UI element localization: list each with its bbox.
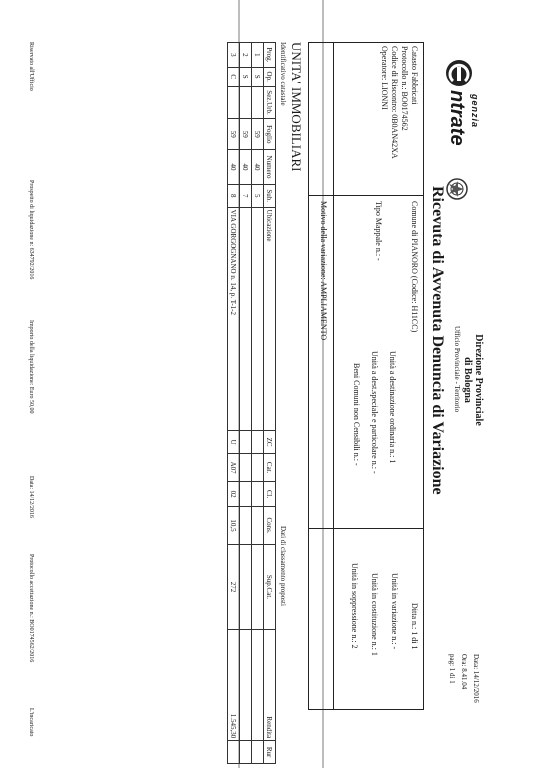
col-header: Numero: [264, 150, 276, 185]
units-subtitle: Identificativo catastale: [279, 42, 287, 106]
table-cell: [228, 741, 240, 764]
table-cell: S: [252, 67, 264, 86]
table-cell: [228, 86, 240, 119]
header-date: Data: 14/12/2016: [472, 654, 480, 703]
divider: [309, 195, 423, 196]
protocollo: Protocollo n.: BO0174562: [400, 46, 409, 131]
col-header: Sub.: [264, 184, 276, 207]
unita-dest-ordinaria: Unità a destinazione ordinaria n.: 1: [388, 351, 397, 464]
table-cell: 59: [240, 119, 252, 150]
directorate-line: Direzione Provinciale: [473, 334, 484, 426]
logo-small-text: genzia: [470, 94, 480, 129]
directorate-line: di Bologna: [462, 357, 473, 403]
footer-date: Data: 14/12/2016: [28, 476, 34, 518]
table-cell: 10,5: [228, 506, 240, 544]
table-cell: 8: [228, 184, 240, 207]
emblem-icon: [446, 178, 468, 200]
table-cell: [240, 545, 252, 630]
comune: Comune di PIANORO (Codice: H11CC): [410, 201, 419, 333]
table-cell: 40: [252, 150, 264, 185]
table-cell: 40: [240, 150, 252, 185]
prospetto-liquidazione: Prospetto di liquidazione n: 634792/2016: [28, 180, 34, 280]
table-cell: [252, 453, 264, 482]
directorate: [462, 290, 484, 470]
table-cell: C: [228, 67, 240, 86]
table-cell: 40: [228, 150, 240, 185]
ditta: Ditta n.: 1 di 1: [410, 603, 419, 650]
table-cell: 3: [228, 43, 240, 68]
table-cell: S: [240, 67, 252, 86]
table-cell: 1.545,30: [228, 629, 240, 740]
table-cell: [252, 431, 264, 454]
table-cell: 59: [252, 119, 264, 150]
col-header: Sez.Urb.: [264, 86, 276, 119]
table-cell: VIA GORGOGNANO n. 14, p. T-1-2: [228, 207, 240, 431]
units-table: [227, 42, 276, 764]
header-page: pag: 1 di 1: [448, 654, 456, 684]
table-cell: 2: [240, 43, 252, 68]
col-header: Rur: [264, 741, 276, 764]
table-cell: A07: [228, 453, 240, 482]
table-cell: [240, 741, 252, 764]
riservato-ufficio: Riservato all'Ufficio: [28, 42, 34, 91]
operatore: Operatore: LIONNI: [380, 46, 389, 110]
beni-comuni: Beni Comuni non Censibili n.: -: [352, 363, 361, 466]
divider: [309, 528, 423, 529]
unita-soppressione: Unità in soppressione n.: 2: [350, 563, 359, 649]
table-cell: 272: [228, 545, 240, 630]
table-cell: 7: [240, 184, 252, 207]
units-title: UNITA' IMMOBILIARI: [289, 42, 304, 172]
table-cell: U: [228, 431, 240, 454]
table-cell: [252, 545, 264, 630]
catasto-label: Catasto Fabbricati: [410, 46, 419, 105]
table-cell: [240, 86, 252, 119]
office-name: Ufficio Provinciale - Territorio: [453, 326, 461, 413]
table-row: [228, 43, 240, 764]
col-header: Sup.Cat.: [264, 545, 276, 630]
header-time: Ora: 8.41.04: [460, 654, 468, 690]
incaricato: L'incaricato: [28, 708, 34, 737]
table-cell: [240, 207, 252, 431]
divider: [333, 43, 334, 709]
col-header: ZC: [264, 431, 276, 454]
col-header: Prog.: [264, 43, 276, 68]
motivo-variazione: Motivo della variazione: AMPLIAMENTO: [319, 201, 328, 341]
table-cell: [252, 482, 264, 507]
col-header: Foglio: [264, 119, 276, 150]
table-cell: 1: [252, 43, 264, 68]
classamento-label: Dati di classamento proposti: [279, 526, 287, 606]
table-cell: [252, 741, 264, 764]
unita-variazione: Unità in variazione n.: -: [390, 573, 399, 650]
unita-costituzione: Unità in costituzione n.: 1: [370, 573, 379, 656]
table-cell: [240, 506, 252, 544]
table-cell: [240, 482, 252, 507]
table-cell: [252, 629, 264, 740]
importo-liquidazione: Importo della liquidazione: Euro 50,00: [28, 320, 34, 414]
col-header: Ubicazione: [264, 207, 276, 431]
table-cell: 59: [228, 119, 240, 150]
table-cell: [252, 207, 264, 431]
info-box: [308, 42, 424, 710]
col-header: Cl.: [264, 482, 276, 507]
col-header: Rendita: [264, 629, 276, 740]
logo-e-icon: [444, 58, 474, 88]
table-cell: [252, 506, 264, 544]
table-header-row: [264, 43, 276, 764]
table-cell: [240, 431, 252, 454]
table-row: [252, 43, 264, 764]
tipo-mappale: Tipo Mappale n.: -: [374, 201, 383, 261]
unita-dest-speciale: Unità a dest.speciale e particolare n.: -: [370, 351, 379, 474]
col-header: Cons.: [264, 506, 276, 544]
table-cell: 5: [252, 184, 264, 207]
protocollo-accettazione: Protocollo accettazione n.: BO0174562/2016: [28, 554, 34, 663]
table-cell: [252, 86, 264, 119]
table-cell: [240, 453, 252, 482]
codice-riscontro: Codice di Riscontro: 0B0AN42XA: [390, 46, 399, 159]
table-cell: 02: [228, 482, 240, 507]
col-header: Cat.: [264, 453, 276, 482]
table-row: [240, 43, 252, 764]
col-header: Op.: [264, 67, 276, 86]
table-cell: [240, 629, 252, 740]
logo-big-text: ntrate: [446, 90, 468, 146]
document-title: Ricevuta di Avvenuta Denuncia di Variazione: [429, 186, 446, 495]
